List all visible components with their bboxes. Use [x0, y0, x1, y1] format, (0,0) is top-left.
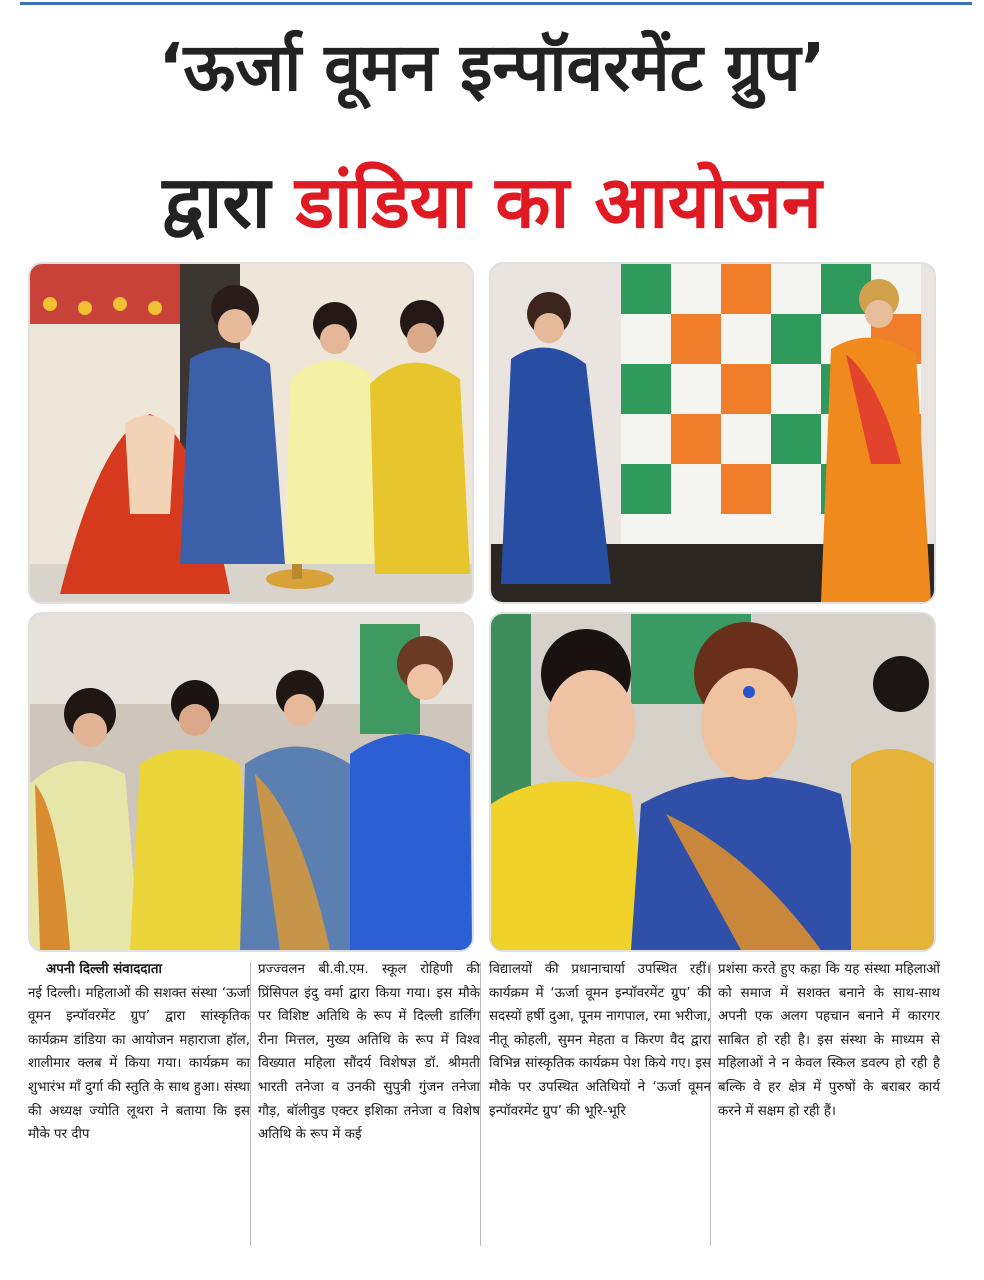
article-text-col1: नई दिल्ली। महिलाओं की सशक्त संस्था ‘ऊर्जा वूमन इन्पॉवरमेंट ग्रुप’ द्वारा सांस्कृतिक कार्यक्रम डांडिया का आयोजन महाराजा हॉल, शालीमार क्लब में किया गया। कार्यक्रम का शुभारंभ माँ दुर्गा की स्तुति के साथ हुआ। संस्था की अध्यक्ष ज्योति लूथरा ने बताया कि इस मौके पर दीप	[28, 985, 250, 1143]
article-column-4	[718, 958, 940, 1123]
headline-red-part: डांडिया का आयोजन	[295, 160, 822, 244]
article-text-col4: प्रशंसा करते हुए कहा कि यह संस्था महिलाओं को समाज में सशक्त बनाने के साथ-साथ अपनी एक अलग पहचान बनाने में कारगर साबित हो रही है। इस संस्था के माध्यम से महिलाओं ने न केवल स्किल डवल्प हो रही है बल्कि वे हर क्षेत्र में पुरुषों के बराबर कार्य करने में सक्षम हो रही हैं।	[718, 962, 940, 1119]
headline-line-1: ‘ऊर्जा वूमन इन्पॉवरमेंट ग्रुप’	[158, 29, 826, 106]
photo-backdrop-dance	[489, 262, 936, 604]
photo-lamp-lighting	[28, 262, 474, 604]
top-rule	[20, 2, 972, 5]
column-rule-1	[250, 962, 251, 1246]
photo-two-women-closeup	[489, 612, 936, 952]
headline-line-2	[0, 150, 984, 254]
article-text-col3: विद्यालयों की प्रधानाचार्या उपस्थित रहीं। कार्यक्रम में ‘ऊर्जा वूमन इन्पॉवरमेंट ग्रुप’ की सदस्यों हर्षी दुआ, पूनम नागपाल, रमा भरीजा, नीतू कोहली, सुमन मेहता व किरण वैद द्वारा विभिन्न सांस्कृतिक कार्यक्रम पेश किये गए। इस मौके पर उपस्थित अतिथियों ने ‘ऊर्जा वूमन इन्पॉवरमेंट ग्रुप’ की भूरि-भूरि	[489, 962, 711, 1119]
article-text-col2: प्रज्ज्वलन बी.वी.एम. स्कूल रोहिणी की प्रिंसिपल इंदु वर्मा द्वारा किया गया। इस मौके पर विशिष्ट अतिथि के रूप में दिल्ली डार्लिंग रीना मित्तल, मुख्य अतिथि के रूप में विश्व विख्यात महिला सौंदर्य विशेषज्ञ डॉ. श्रीमती भारती तनेजा व उनकी सुपुत्री गुंजन तनेजा गौड़, बॉलीवुड एक्टर इशिका तनेजा व विशेष अतिथि के रूप में कई	[258, 962, 480, 1143]
headline-black-part: द्वारा	[162, 160, 296, 244]
article-column-3	[489, 958, 711, 1123]
article-column-1	[28, 958, 250, 1147]
column-rule-2	[480, 962, 481, 1246]
photo-group-four	[28, 612, 474, 952]
article-column-2	[258, 958, 480, 1147]
byline: अपनी दिल्ली संवाददाता	[46, 962, 162, 977]
